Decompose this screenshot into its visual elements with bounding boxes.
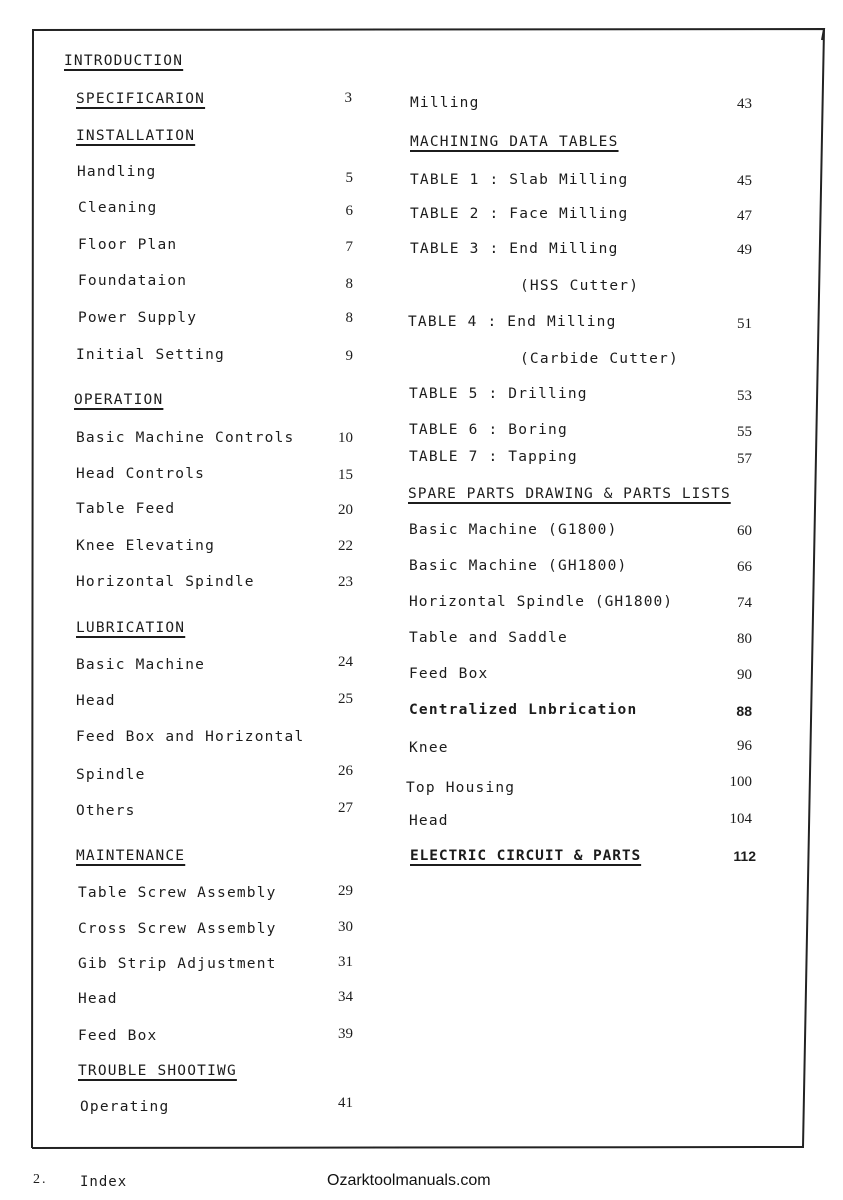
section-heading-lubrication: LUBRICATION [76, 620, 186, 636]
page-number: 23 [338, 574, 353, 590]
toc-entry: Centralized Lnbrication [409, 702, 638, 718]
toc-entry: TABLE 5 : Drilling [409, 386, 588, 402]
toc-entry: Head [409, 813, 449, 829]
page-number: 3 [344, 90, 352, 106]
toc-entry: Knee [409, 740, 449, 756]
toc-entry: Horizontal Spindle [76, 574, 255, 590]
page-number: 10 [338, 430, 353, 446]
toc-entry: Initial Setting [76, 347, 225, 363]
toc-entry: Power Supply [78, 310, 198, 326]
toc-entry: Others [76, 803, 136, 819]
section-heading-operation: OPERATION [74, 392, 164, 408]
page-number: 29 [338, 883, 353, 899]
section-heading-specification: SPECIFICARION [76, 91, 206, 107]
page-number: 53 [737, 388, 752, 404]
toc-entry: TABLE 3 : End Milling [410, 241, 619, 257]
page-number: 112 [733, 848, 756, 864]
toc-entry: TABLE 6 : Boring [409, 422, 568, 438]
toc-entry: Gib Strip Adjustment [78, 956, 277, 972]
toc-entry: Foundataion [78, 273, 188, 289]
section-heading-spare-parts: SPARE PARTS DRAWING & PARTS LISTS [408, 486, 731, 502]
toc-entry: Spindle [76, 767, 146, 783]
page-number: 100 [729, 774, 752, 790]
page-number: 55 [737, 424, 752, 440]
section-heading-maintenance: MAINTENANCE [76, 848, 186, 864]
toc-entry: Top Housing [406, 780, 516, 796]
page-number: 88 [736, 703, 752, 719]
page-number: 6 [345, 203, 353, 219]
page-number: 34 [338, 989, 353, 1005]
page-number: 45 [737, 173, 752, 189]
page-number: 25 [338, 691, 353, 707]
page-number: 80 [737, 631, 752, 647]
page-number: 74 [737, 595, 752, 611]
page-number: 8 [345, 310, 353, 326]
toc-entry: (HSS Cutter) [520, 278, 640, 294]
page-number: 60 [737, 523, 752, 539]
page-number: 39 [338, 1026, 353, 1042]
footer-section-label: Index [80, 1174, 128, 1190]
toc-entry: TABLE 1 : Slab Milling [410, 172, 629, 188]
page-number: 5 [345, 170, 353, 186]
toc-entry: Head [78, 991, 118, 1007]
page-number: 31 [338, 954, 353, 970]
toc-entry: TABLE 7 : Tapping [409, 449, 578, 465]
toc-entry: TABLE 2 : Face Milling [410, 206, 629, 222]
toc-entry: Horizontal Spindle (GH1800) [409, 594, 674, 610]
page-number: 96 [737, 738, 752, 754]
page-number: 51 [737, 316, 752, 332]
page-number: 30 [338, 919, 353, 935]
toc-entry: Head Controls [76, 466, 206, 482]
section-heading-introduction: INTRODUCTION [64, 53, 184, 69]
toc-entry: Table and Saddle [409, 630, 568, 646]
page-number: 15 [338, 467, 353, 483]
page-number: 9 [345, 348, 353, 364]
toc-entry: Table Screw Assembly [78, 885, 277, 901]
page-number: 26 [338, 763, 353, 779]
page-number: 57 [737, 451, 752, 467]
toc-entry: Feed Box [409, 666, 489, 682]
toc-entry: Basic Machine (G1800) [409, 522, 618, 538]
section-heading-installation: INSTALLATION [76, 128, 196, 144]
toc-entry: Operating [80, 1099, 170, 1115]
section-heading-electric-circuit: ELECTRIC CIRCUIT & PARTS [410, 848, 642, 864]
toc-entry: Feed Box and Horizontal [76, 729, 305, 745]
page-number: 49 [737, 242, 752, 258]
page-number: 104 [729, 811, 752, 827]
page-number: 90 [737, 667, 752, 683]
page-number: 8 [345, 276, 353, 292]
toc-entry: Feed Box [78, 1028, 158, 1044]
toc-entry: Milling [410, 95, 480, 111]
page-number: 47 [737, 208, 752, 224]
section-heading-trouble-shooting: TROUBLE SHOOTIWG [78, 1063, 237, 1079]
page-number: 20 [338, 502, 353, 518]
toc-entry: Floor Plan [78, 237, 178, 253]
toc-entry: TABLE 4 : End Milling [408, 314, 617, 330]
toc-entry: Head [76, 693, 116, 709]
footer-page-number: 2. [33, 1172, 48, 1187]
page-number: 66 [737, 559, 752, 575]
page-number: 43 [737, 96, 752, 112]
toc-entry: (Carbide Cutter) [520, 351, 679, 367]
page-number: 41 [338, 1095, 353, 1111]
page-number: 24 [338, 654, 353, 670]
toc-entry: Table Feed [76, 501, 176, 517]
toc-entry: Basic Machine Controls [76, 430, 295, 446]
page-number: 7 [345, 239, 353, 255]
toc-entry: Basic Machine [76, 657, 206, 673]
footer-watermark: Ozarktoolmanuals.com [327, 1172, 491, 1189]
toc-entry: Handling [77, 164, 157, 180]
toc-entry: Basic Machine (GH1800) [409, 558, 628, 574]
page-number: 27 [338, 800, 353, 816]
toc-entry: Cross Screw Assembly [78, 921, 277, 937]
toc-entry: Knee Elevating [76, 538, 216, 554]
section-heading-machining-data-tables: MACHINING DATA TABLES [410, 134, 619, 150]
page-number: 22 [338, 538, 353, 554]
toc-entry: Cleaning [78, 200, 158, 216]
